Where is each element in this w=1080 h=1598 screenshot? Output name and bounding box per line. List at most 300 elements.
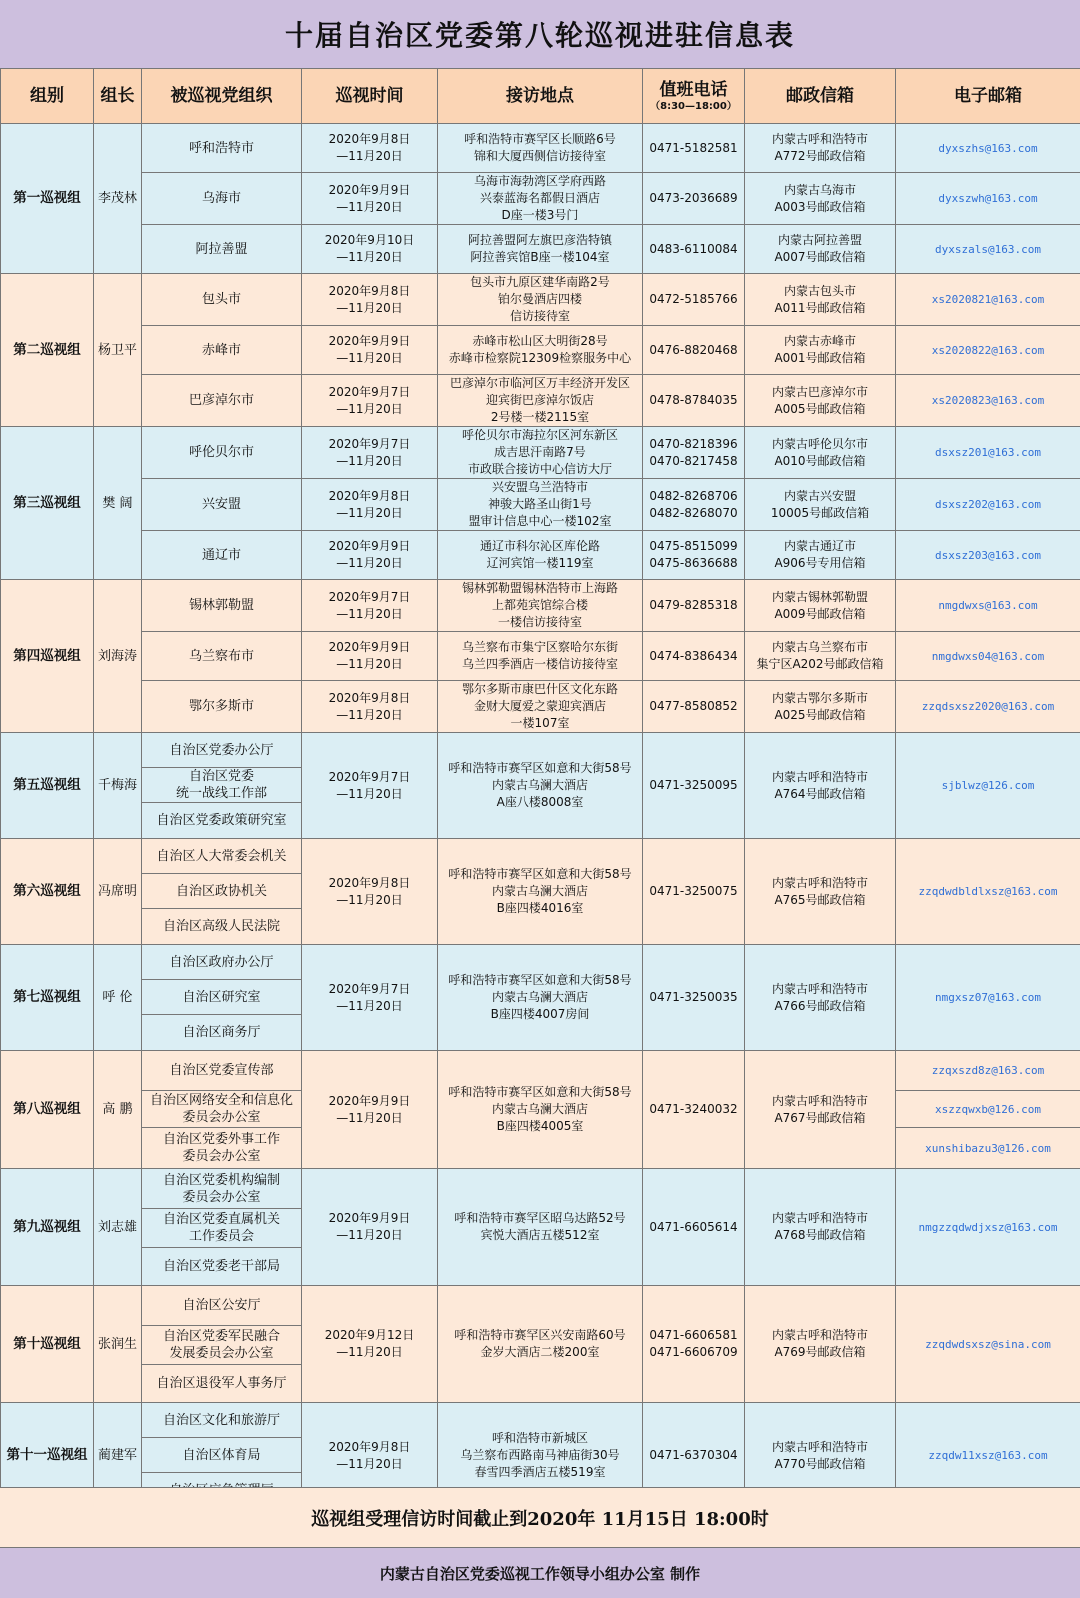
- email-link[interactable]: dsxsz203@163.com: [896, 531, 1080, 580]
- postal-mailbox: [745, 375, 896, 427]
- visit-address-line: 呼伦贝尔市海拉尔区河东新区: [461, 428, 618, 442]
- visit-address-line: 通辽市科尔沁区库伦路: [479, 539, 600, 553]
- postal-mailbox-line: 内蒙古阿拉善盟: [777, 233, 862, 247]
- inspection-time-line: —11月20日: [336, 1345, 403, 1359]
- header-email: 电子邮箱: [896, 69, 1080, 124]
- postal-mailbox-line: A906号专用信箱: [774, 556, 866, 570]
- visit-address-line: 呼和浩特市赛罕区如意和大街58号: [448, 761, 632, 775]
- inspection-time-line: —11月20日: [336, 786, 403, 801]
- email-link[interactable]: zzqdsxsz2020@163.com: [896, 681, 1080, 733]
- inspected-org-line: 自治区党委老干部局: [162, 1259, 280, 1274]
- visit-address-line: 铂尔曼酒店四楼: [497, 292, 582, 306]
- postal-mailbox-line: A765号邮政信箱: [774, 892, 866, 907]
- email-link[interactable]: nmgxsz07@163.com: [896, 945, 1080, 1051]
- visit-address: [438, 375, 643, 427]
- postal-mailbox-line: 内蒙古呼和浩特市: [771, 875, 868, 890]
- table-row: [1, 326, 1080, 375]
- duty-phone: [643, 945, 745, 1051]
- inspected-org: [142, 839, 302, 874]
- inspected-org: 乌兰察布市: [142, 632, 302, 681]
- duty-phone-line: 0478-8784035: [649, 393, 738, 407]
- inspected-org-line: 自治区党委外事工作: [162, 1132, 280, 1147]
- visit-address: [438, 225, 643, 274]
- inspected-org: [142, 803, 302, 839]
- inspected-org: [142, 909, 302, 945]
- group-name: 第三巡视组: [1, 427, 94, 580]
- inspected-org: [142, 1015, 302, 1051]
- inspected-org: [142, 1365, 302, 1403]
- email-link[interactable]: xszzqwxb@126.com: [896, 1091, 1080, 1128]
- inspected-org-line: 自治区体育局: [182, 1447, 261, 1463]
- inspection-time-line: 2020年9月8日: [328, 1439, 411, 1454]
- header-leader: 组长: [94, 69, 142, 124]
- postal-mailbox-line: 内蒙古鄂尔多斯市: [771, 690, 868, 705]
- header-org-line2: 党组织: [221, 85, 273, 106]
- group-name: 第六巡视组: [1, 839, 94, 945]
- inspection-time-line: 2020年9月7日: [328, 589, 411, 604]
- group-name: 第八巡视组: [1, 1051, 94, 1169]
- inspected-org-line: 自治区党委直属机关: [162, 1212, 280, 1227]
- visit-address-line: 一楼信访接待室: [497, 615, 582, 629]
- duty-phone-line: 0474-8386434: [649, 648, 738, 663]
- postal-mailbox: [745, 580, 896, 632]
- group-name: 第五巡视组: [1, 733, 94, 839]
- table-row: [1, 1169, 1080, 1209]
- inspection-time-line: —11月20日: [336, 505, 403, 520]
- visit-address-line: 金岁大酒店二楼200室: [480, 1345, 600, 1359]
- inspection-time: [302, 1286, 438, 1403]
- postal-mailbox: [745, 839, 896, 945]
- postal-mailbox-line: A767号邮政信箱: [774, 1110, 866, 1125]
- inspected-org: [142, 1128, 302, 1169]
- postal-mailbox: [745, 479, 896, 531]
- visit-address-line: 阿拉善盟阿左旗巴彦浩特镇: [467, 233, 612, 247]
- duty-phone-line: 0471-6370304: [649, 1448, 738, 1462]
- visit-address-line: 宾悦大酒店五楼512室: [480, 1228, 600, 1242]
- inspection-time: [302, 326, 438, 375]
- inspection-time: [302, 274, 438, 326]
- email-link[interactable]: zzqdwdbldlxsz@163.com: [896, 839, 1080, 945]
- inspection-time: [302, 531, 438, 580]
- email-link[interactable]: xs2020822@163.com: [896, 326, 1080, 375]
- inspected-org: 赤峰市: [142, 326, 302, 375]
- duty-phone-line: 0471-6606581: [649, 1328, 738, 1342]
- group-name: 第十巡视组: [1, 1286, 94, 1403]
- duty-phone: [643, 173, 745, 225]
- postal-mailbox-line: 内蒙古巴彦淖尔市: [771, 384, 868, 399]
- group-name: 第十一巡视组: [1, 1403, 94, 1509]
- visit-address: [438, 479, 643, 531]
- duty-phone: [643, 326, 745, 375]
- duty-phone: [643, 427, 745, 479]
- visit-address: [438, 681, 643, 733]
- inspected-org: [142, 733, 302, 768]
- table-row: [1, 274, 1080, 326]
- postal-mailbox-line: 内蒙古赤峰市: [783, 334, 856, 348]
- group-name: 第七巡视组: [1, 945, 94, 1051]
- visit-address: [438, 733, 643, 839]
- header-time: 巡视时间: [302, 69, 438, 124]
- inspection-time-line: —11月20日: [336, 998, 403, 1013]
- visit-address-line: 迎宾街巴彦淖尔饭店: [485, 393, 594, 407]
- inspected-org-line: 自治区政协机关: [175, 883, 267, 899]
- table-row: [1, 225, 1080, 274]
- group-leader: 樊 阔: [94, 427, 142, 580]
- visit-address-line: 兴安盟乌兰浩特市: [491, 480, 588, 494]
- postal-mailbox: [745, 173, 896, 225]
- postal-mailbox: [745, 733, 896, 839]
- duty-phone: [643, 225, 745, 274]
- postal-mailbox-line: A772号邮政信箱: [774, 149, 866, 163]
- group-leader: 呼 伦: [94, 945, 142, 1051]
- email-link[interactable]: zzqxszd8z@163.com: [896, 1051, 1080, 1091]
- inspection-time-line: 2020年9月12日: [324, 1328, 415, 1342]
- email-link[interactable]: xunshibazu3@126.com: [896, 1128, 1080, 1169]
- inspected-org-line: 委员会办公室: [182, 1149, 261, 1164]
- inspected-org-line: 自治区党委政策研究室: [156, 813, 287, 828]
- postal-mailbox-line: A010号邮政信箱: [774, 453, 866, 468]
- table-row: [1, 839, 1080, 874]
- duty-phone-line: 0471-5182581: [649, 140, 738, 155]
- inspection-time-line: —11月20日: [336, 556, 403, 570]
- table-row: [1, 124, 1080, 173]
- inspection-time: [302, 124, 438, 173]
- inspected-org-line: 委员会办公室: [182, 1189, 261, 1205]
- table-row: [1, 173, 1080, 225]
- inspected-org: 呼和浩特市: [142, 124, 302, 173]
- group-name: 第二巡视组: [1, 274, 94, 427]
- inspection-time-line: 2020年9月8日: [328, 690, 411, 705]
- duty-phone-line: 0475-8515099: [649, 539, 738, 553]
- postal-mailbox-line: 内蒙古呼和浩特市: [771, 132, 868, 146]
- email-link[interactable]: sjblwz@126.com: [896, 733, 1080, 839]
- email-link[interactable]: dyxszwh@163.com: [896, 173, 1080, 225]
- duty-phone-line: 0482-8268706: [649, 488, 738, 503]
- visit-address-line: 呼和浩特市赛罕区如意和大街58号: [448, 867, 632, 881]
- visit-address-line: 呼和浩特市赛罕区兴安南路60号: [454, 1328, 626, 1342]
- email-link[interactable]: xs2020821@163.com: [896, 274, 1080, 326]
- visit-address: [438, 274, 643, 326]
- group-name: 第九巡视组: [1, 1169, 94, 1286]
- inspection-time-line: 2020年9月7日: [328, 981, 411, 996]
- inspected-org-line: 自治区网络安全和信息化: [149, 1093, 293, 1108]
- visit-address: [438, 1169, 643, 1286]
- group-leader: 千梅海: [94, 733, 142, 839]
- inspected-org-line: 自治区退役军人事务厅: [156, 1376, 287, 1391]
- postal-mailbox: [745, 681, 896, 733]
- duty-phone: [643, 375, 745, 427]
- visit-address-line: 市政联合接访中心信访大厅: [467, 462, 612, 476]
- postal-mailbox: [745, 225, 896, 274]
- inspected-org: [142, 874, 302, 909]
- header-row: [1, 69, 1080, 124]
- inspected-org-line: 自治区商务厅: [182, 1025, 261, 1040]
- visit-address-line: 成吉思汗南路7号: [494, 445, 586, 459]
- inspection-time-line: 2020年9月7日: [328, 436, 411, 451]
- inspection-time: [302, 580, 438, 632]
- inspected-org-line: 统一战线工作部: [175, 786, 267, 801]
- postal-mailbox-line: A001号邮政信箱: [774, 351, 866, 365]
- visit-address-line: 辽河宾馆一楼119室: [486, 556, 594, 570]
- visit-address: [438, 580, 643, 632]
- postal-mailbox-line: 内蒙古呼和浩特市: [771, 1211, 868, 1225]
- duty-phone-line: 0471-3240032: [649, 1102, 738, 1116]
- duty-phone-line: 0470-8217458: [649, 453, 738, 468]
- postal-mailbox-line: A768号邮政信箱: [774, 1228, 866, 1242]
- inspected-org: [142, 1169, 302, 1209]
- postal-mailbox-line: A005号邮政信箱: [774, 401, 866, 416]
- inspection-time-line: 2020年9月9日: [328, 539, 411, 553]
- visit-address-line: 乌海市海勃湾区学府西路: [473, 174, 606, 188]
- inspection-time: [302, 1051, 438, 1169]
- inspected-org: 鄂尔多斯市: [142, 681, 302, 733]
- duty-phone: [643, 733, 745, 839]
- group-leader: 张润生: [94, 1286, 142, 1403]
- duty-phone: [643, 274, 745, 326]
- visit-address-line: 上都苑宾馆综合楼: [491, 598, 588, 612]
- postal-mailbox-line: A009号邮政信箱: [774, 606, 866, 621]
- duty-phone-line: 0482-8268070: [649, 505, 738, 520]
- visit-address-line: 锦和大厦西侧信访接待室: [473, 149, 606, 163]
- inspected-org: [142, 1209, 302, 1248]
- table-row: [1, 632, 1080, 681]
- header-phone-hours: （8:30—18:00）: [650, 100, 737, 112]
- postal-mailbox-line: A766号邮政信箱: [774, 998, 866, 1013]
- email-link[interactable]: nmgzzqdwdjxsz@163.com: [896, 1169, 1080, 1286]
- visit-address-line: 金财大厦爱之蒙迎宾酒店: [473, 699, 606, 713]
- duty-phone: [643, 1051, 745, 1169]
- duty-phone: [643, 124, 745, 173]
- inspection-time-line: 2020年9月9日: [328, 640, 411, 654]
- visit-address-line: 乌兰四季酒店一楼信访接待室: [461, 657, 618, 671]
- inspection-time-line: 2020年9月8日: [328, 875, 411, 890]
- email-link[interactable]: dyxszals@163.com: [896, 225, 1080, 274]
- visit-address-line: 兴泰蓝海名都假日酒店: [479, 191, 600, 205]
- inspected-org: 锡林郭勒盟: [142, 580, 302, 632]
- duty-phone: [643, 531, 745, 580]
- header-org-line1: 被巡视: [170, 85, 222, 106]
- email-link[interactable]: dsxsz201@163.com: [896, 427, 1080, 479]
- inspection-time: [302, 173, 438, 225]
- inspection-time-line: —11月20日: [336, 300, 403, 315]
- visit-address-line: 呼和浩特市赛罕区长顺路6号: [464, 132, 616, 146]
- duty-phone: [643, 839, 745, 945]
- duty-phone: [643, 580, 745, 632]
- visit-address: [438, 839, 643, 945]
- group-leader: 杨卫平: [94, 274, 142, 427]
- group-leader: 冯席明: [94, 839, 142, 945]
- inspection-time-line: 2020年9月9日: [328, 334, 411, 348]
- duty-phone: [643, 632, 745, 681]
- visit-address: [438, 632, 643, 681]
- visit-address-line: 呼和浩特市赛罕区如意和大街58号: [448, 973, 632, 987]
- header-mailbox: 邮政信箱: [745, 69, 896, 124]
- duty-phone: [643, 681, 745, 733]
- visit-address: [438, 326, 643, 375]
- visit-address-line: 内蒙古乌澜大酒店: [491, 990, 588, 1004]
- postal-mailbox-line: 内蒙古呼和浩特市: [771, 1439, 868, 1454]
- postal-mailbox: [745, 945, 896, 1051]
- postal-mailbox-line: 集宁区A202号邮政信箱: [756, 657, 884, 671]
- inspection-time-line: —11月20日: [336, 892, 403, 907]
- inspected-org: 呼伦贝尔市: [142, 427, 302, 479]
- postal-mailbox-line: A025号邮政信箱: [774, 707, 866, 722]
- duty-phone-line: 0475-8636688: [649, 556, 738, 570]
- inspected-org: 包头市: [142, 274, 302, 326]
- postal-mailbox: [745, 1286, 896, 1403]
- inspected-org-line: 自治区高级人民法院: [162, 919, 280, 934]
- inspection-time: [302, 1169, 438, 1286]
- visit-address: [438, 531, 643, 580]
- group-name: 第四巡视组: [1, 580, 94, 733]
- postal-mailbox-line: A003号邮政信箱: [774, 199, 866, 214]
- inspection-time-line: —11月20日: [336, 1110, 403, 1125]
- visit-address-line: 乌兰察布市集宁区察哈尔东街: [461, 640, 618, 654]
- inspected-org-line: 自治区文化和旅游厅: [162, 1412, 280, 1428]
- table-row: [1, 580, 1080, 632]
- duty-phone-line: 0483-6110084: [649, 241, 738, 256]
- inspection-time-line: —11月20日: [336, 606, 403, 621]
- visit-address-line: 内蒙古乌澜大酒店: [491, 884, 588, 898]
- postal-mailbox-line: A770号邮政信箱: [774, 1456, 866, 1471]
- inspected-org: [142, 1286, 302, 1326]
- inspection-time-line: —11月20日: [336, 351, 403, 365]
- inspected-org: [142, 768, 302, 803]
- email-link[interactable]: zzqdwdsxsz@sina.com: [896, 1286, 1080, 1403]
- inspection-time-line: —11月20日: [336, 657, 403, 671]
- inspected-org-line: 委员会办公室: [182, 1110, 261, 1125]
- inspected-org-line: 自治区研究室: [182, 989, 261, 1005]
- postal-mailbox-line: 内蒙古锡林郭勒盟: [771, 589, 868, 604]
- postal-mailbox-line: A007号邮政信箱: [774, 250, 866, 264]
- postal-mailbox-line: 内蒙古呼和浩特市: [771, 981, 868, 996]
- inspection-time: [302, 375, 438, 427]
- visit-address-line: 春雪四季酒店五楼519室: [474, 1465, 606, 1479]
- table-row: [1, 1051, 1080, 1091]
- inspection-time-line: —11月20日: [336, 401, 403, 416]
- email-link[interactable]: dyxszhs@163.com: [896, 124, 1080, 173]
- postal-mailbox: [745, 1051, 896, 1169]
- group-leader: 高 鹏: [94, 1051, 142, 1169]
- email-link[interactable]: xs2020823@163.com: [896, 375, 1080, 427]
- visit-address-line: 锡林郭勒盟锡林浩特市上海路: [461, 581, 618, 595]
- visit-address: [438, 945, 643, 1051]
- postal-mailbox-line: 内蒙古包头市: [783, 283, 856, 298]
- inspection-time-line: —11月20日: [336, 149, 403, 163]
- inspected-org-line: 自治区人大常委会机关: [156, 848, 287, 864]
- duty-phone-line: 0473-2036689: [649, 191, 738, 205]
- inspection-time-line: 2020年9月7日: [328, 769, 411, 784]
- visit-address-line: D座一楼3号门: [501, 208, 579, 222]
- visit-address-line: 内蒙古乌澜大酒店: [491, 1102, 588, 1116]
- inspected-org-line: 自治区公安厅: [182, 1298, 261, 1313]
- table-row: [1, 479, 1080, 531]
- group-leader: 刘志雄: [94, 1169, 142, 1286]
- duty-phone-line: 0471-6606709: [649, 1345, 738, 1359]
- inspected-org: 阿拉善盟: [142, 225, 302, 274]
- email-link[interactable]: dsxsz202@163.com: [896, 479, 1080, 531]
- visit-address-line: 鄂尔多斯市康巴什区文化东路: [461, 682, 618, 696]
- postal-mailbox: [745, 274, 896, 326]
- visit-address-line: 呼和浩特市赛罕区如意和大街58号: [448, 1085, 632, 1099]
- inspected-org: [142, 1326, 302, 1365]
- email-link[interactable]: nmgdwxs@163.com: [896, 580, 1080, 632]
- group-leader: 李茂林: [94, 124, 142, 274]
- inspected-org-line: 自治区党委宣传部: [169, 1063, 274, 1078]
- visit-address-line: 一楼107室: [510, 716, 570, 730]
- visit-address-line: 巴彦淖尔市临河区万丰经济开发区: [449, 376, 630, 390]
- inspection-time: [302, 225, 438, 274]
- visit-address-line: 呼和浩特市赛罕区昭乌达路52号: [454, 1211, 626, 1225]
- inspection-time-line: 2020年9月8日: [328, 132, 411, 146]
- visit-address-line: 赤峰市检察院12309检察服务中心: [448, 351, 632, 365]
- visit-address-line: 信访接待室: [509, 309, 570, 323]
- inspected-org: [142, 1248, 302, 1286]
- duty-phone-line: 0479-8285318: [649, 598, 738, 612]
- inspection-time-line: 2020年9月9日: [328, 1093, 411, 1108]
- inspection-time-line: 2020年9月8日: [328, 488, 411, 503]
- table-row: [1, 945, 1080, 980]
- inspection-time: [302, 427, 438, 479]
- visit-address-line: 赤峰市松山区大明街28号: [472, 334, 608, 348]
- table-row: [1, 681, 1080, 733]
- postal-mailbox: [745, 427, 896, 479]
- inspected-org: 巴彦淖尔市: [142, 375, 302, 427]
- inspection-time-line: —11月20日: [336, 1456, 403, 1471]
- postal-mailbox-line: 内蒙古呼伦贝尔市: [771, 436, 868, 451]
- issuer-credit: 内蒙古自治区党委巡视工作领导小组办公室 制作: [0, 1548, 1080, 1598]
- inspection-time-line: 2020年9月7日: [328, 384, 411, 399]
- visit-address-line: B座四楼4007房间: [490, 1007, 590, 1021]
- duty-phone-line: 0471-3250095: [649, 778, 738, 792]
- inspected-org-line: 发展委员会办公室: [169, 1346, 274, 1361]
- postal-mailbox-line: 内蒙古乌海市: [783, 182, 856, 197]
- visit-address-line: 内蒙古乌澜大酒店: [491, 778, 588, 792]
- postal-mailbox-line: A769号邮政信箱: [774, 1345, 866, 1359]
- postal-mailbox-line: A011号邮政信箱: [774, 300, 866, 315]
- inspected-org: [142, 1091, 302, 1128]
- inspected-org: 兴安盟: [142, 479, 302, 531]
- email-link[interactable]: zzqdw11xsz@163.com: [896, 1403, 1080, 1509]
- table-row: [1, 427, 1080, 479]
- inspection-time-line: 2020年9月8日: [328, 283, 411, 298]
- inspected-org-line: 自治区政府办公厅: [169, 954, 274, 970]
- postal-mailbox: [745, 632, 896, 681]
- inspection-time-line: 2020年9月9日: [328, 1211, 411, 1225]
- header-phone: [643, 69, 745, 124]
- visit-address-line: 神骏大路圣山街1号: [488, 497, 592, 511]
- inspected-org: [142, 1438, 302, 1473]
- postal-mailbox: [745, 1169, 896, 1286]
- postal-mailbox-line: 内蒙古乌兰察布市: [771, 640, 868, 654]
- visit-address: [438, 427, 643, 479]
- visit-address-line: 乌兰察布西路南马神庙街30号: [460, 1448, 620, 1462]
- page-title: 十届自治区党委第八轮巡视进驻信息表: [0, 0, 1080, 69]
- inspected-org: [142, 980, 302, 1015]
- header-phone-label: 值班电话: [659, 79, 728, 100]
- email-link[interactable]: nmgdwxs04@163.com: [896, 632, 1080, 681]
- inspection-time-line: 2020年9月10日: [324, 233, 415, 247]
- inspected-org-line: 自治区党委机构编制: [162, 1172, 280, 1188]
- inspection-time: [302, 839, 438, 945]
- inspected-org: [142, 1403, 302, 1438]
- visit-address-line: A座八楼8008室: [496, 795, 584, 809]
- table-row: [1, 375, 1080, 427]
- postal-mailbox-line: 内蒙古呼和浩特市: [771, 1328, 868, 1342]
- visit-address: [438, 173, 643, 225]
- duty-phone-line: 0477-8580852: [649, 699, 738, 713]
- visit-address-line: 呼和浩特市新城区: [491, 1431, 588, 1445]
